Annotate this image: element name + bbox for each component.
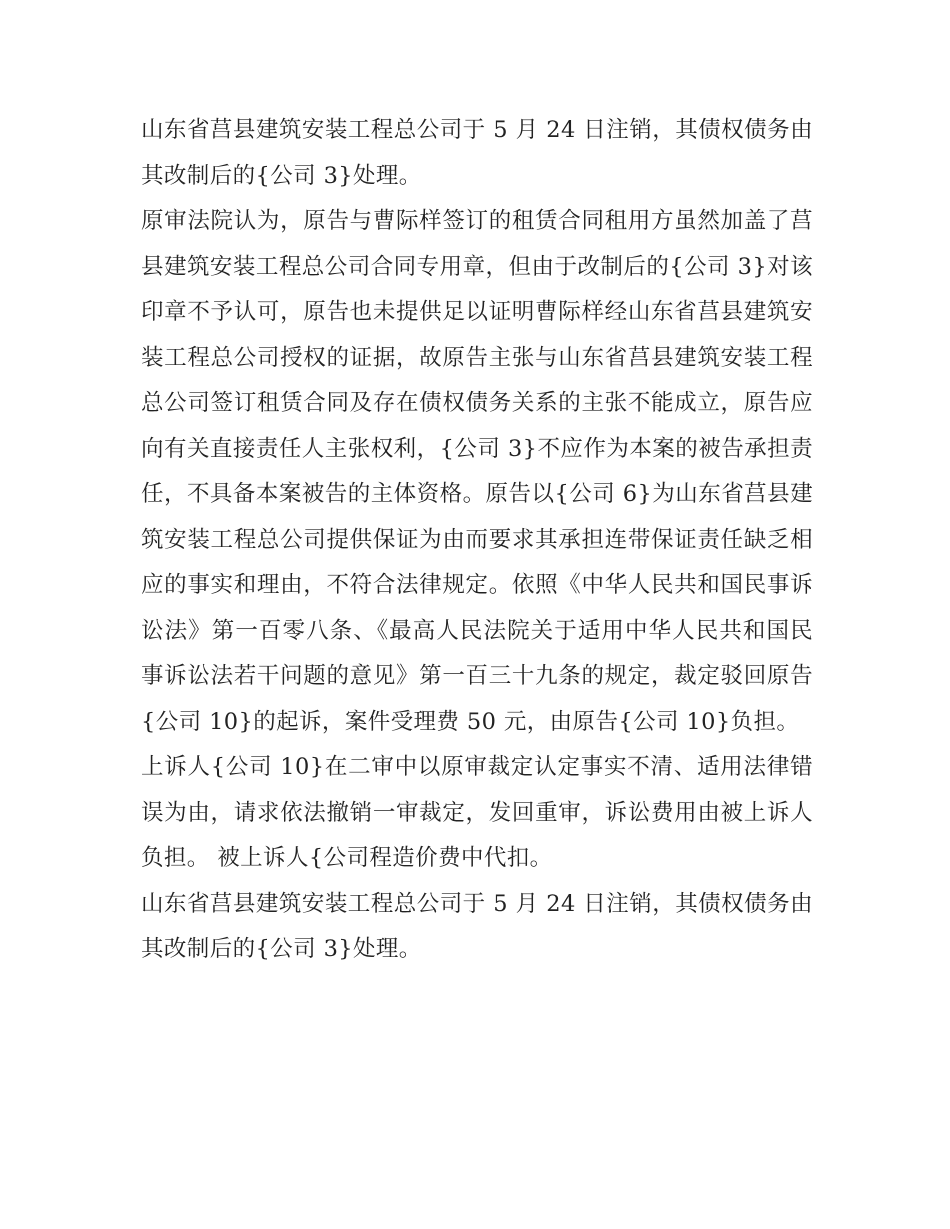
- paragraph-deregistration-repeat: 山东省莒县建筑安装工程总公司于 5 月 24 日注销，其债权债务由其改制后的{公司 3}处理。: [141, 890, 813, 962]
- paragraph-deregistration: 山东省莒县建筑安装工程总公司于 5 月 24 日注销，其债权债务由其改制后的{公司 3}处理。: [141, 117, 813, 189]
- paragraph-court-ruling: 原审法院认为，原告与曹际样签订的租赁合同租用方虽然加盖了莒县建筑安装工程总公司合同专用章，但由于改制后的{公司 3}对该印章不予认可，原告也未提供足以证明曹际样经山东省莒县建筑安装工程总公司授权的证据，故原告主张与山东省莒县建筑安装工程总公司签订租赁合同及存在债权债务关系的主张不能成立，原告应向有关直接责任人主张权利，{公司 3}不应作为本案的被告承担责任，不具备本案被告的主体资格。原告以{公司 6}为山东省莒县建筑安装工程总公司提供保证为由而要求其承担连带保证责任缺乏相应的事实和理由，不符合法律规定。依照《中华人民共和国民事诉讼法》第一百零八条、《最高人民法院关于适用中华人民共和国民事诉讼法若干问题的意见》第一百三十九条的规定，裁定驳回原告{公司 10}的起诉，案件受理费 50 元，由原告{公司 10}负担。: [141, 208, 813, 735]
- paragraph-appeal: 上诉人{公司 10}在二审中以原审裁定认定事实不清、适用法律错误为由，请求依法撤销一审裁定，发回重审，诉讼费用由被上诉人负担。 被上诉人{公司程造价费中代扣。: [141, 754, 813, 871]
- document-body: [141, 108, 813, 973]
